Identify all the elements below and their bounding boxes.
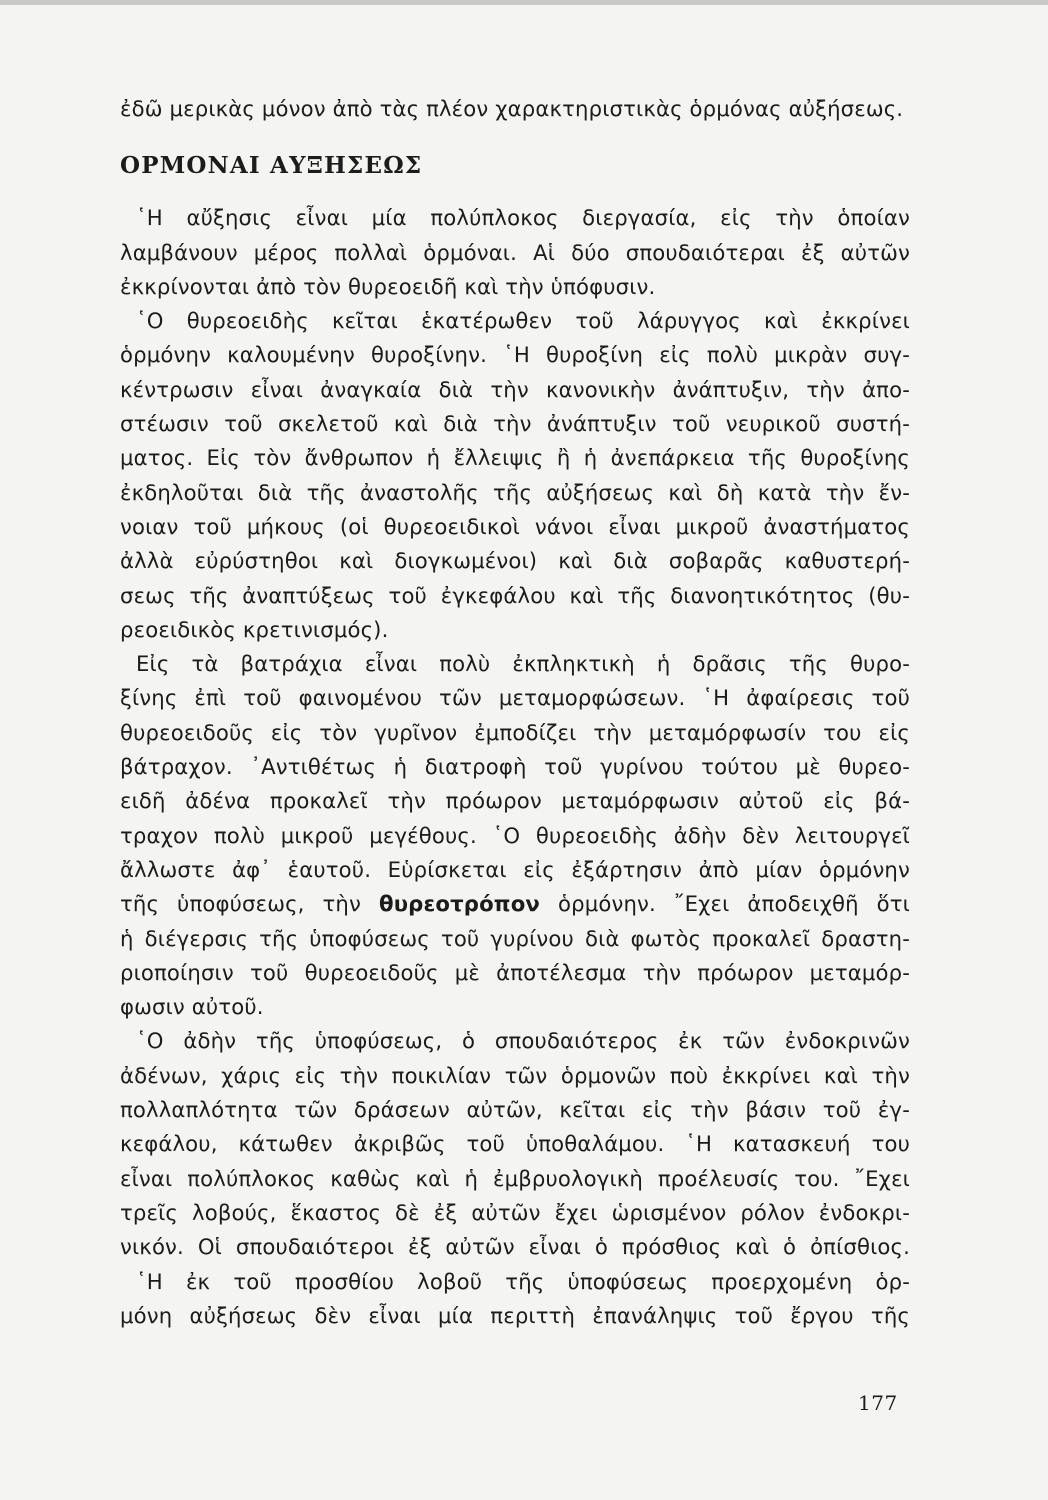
text-line: ἐκδηλοῦται διὰ τῆς ἀναστολῆς τῆς αὐξήσεως καὶ δὴ κατὰ τὴν ἔν- (120, 479, 910, 505)
text-line: σεως τῆς ἀναπτύξεως τοῦ ἐγκεφάλου καὶ τῆς διανοητικότητος (θυ- (120, 582, 910, 608)
page-body (120, 92, 910, 1333)
text-line: Εἰς τὰ βατράχια εἶναι πολὺ ἐκπληκτικὴ ἡ δρᾶσις τῆς θυρο- (136, 651, 910, 677)
text-line: νικόν. Οἱ σπουδαιότεροι ἐξ αὐτῶν εἶναι ὁ πρόσθιος καὶ ὁ ὀπίσθιος. (120, 1234, 910, 1260)
text-line: ματος. Εἰς τὸν ἄνθρωπον ἡ ἔλλειψις ἢ ἡ ἀνεπάρκεια τῆς θυροξίνης (120, 445, 910, 471)
text-line: ἐκκρίνονται ἀπὸ τὸν θυρεοειδῆ καὶ τὴν ὑπόφυσιν. (120, 273, 656, 299)
text-fragment: τῆς ὑποφύσεως, τὴν (120, 891, 361, 917)
text-line: τραχον πολὺ μικροῦ μεγέθους. ῾Ο θυρεοειδὴς ἀδὴν δὲν λειτουργεῖ (120, 822, 910, 848)
bold-term: θυρεοτρόπον (378, 891, 541, 917)
text-line: ῾Η αὔξησις εἶναι μία πολύπλοκος διεργασία, εἰς τὴν ὁποίαν (136, 205, 910, 231)
text-line: ῾Ο ἀδὴν τῆς ὑποφύσεως, ὁ σπουδαιότερος ἐκ τῶν ἐνδοκρινῶν (136, 1028, 910, 1054)
text-line: πολλαπλότητα τῶν δράσεων αὐτῶν, κεῖται εἰς τὴν βάσιν τοῦ ἐγ- (120, 1097, 910, 1123)
text-line: ρεοειδικὸς κρετινισμός). (120, 616, 389, 642)
text-line: ἀλλὰ εὐρύστηθοι καὶ διογκωμένοι) καὶ διὰ σοβαρᾶς καθυστερή- (120, 548, 910, 574)
page-top-edge (0, 0, 1048, 5)
text-line: βάτραχον. ᾿Αντιθέτως ἡ διατροφὴ τοῦ γυρίνου τούτου μὲ θυρεο- (120, 754, 910, 780)
text-line: λαμβάνουν μέρος πολλαὶ ὁρμόναι. Αἱ δύο σπουδαιότεραι ἐξ αὐτῶν (120, 239, 910, 265)
text-line: ἀδένων, χάρις εἰς τὴν ποικιλίαν τῶν ὁρμονῶν ποὺ ἐκκρίνει καὶ τὴν (120, 1062, 910, 1088)
text-line: εἶναι πολύπλοκος καθὼς καὶ ἡ ἐμβρυολογικὴ προέλευσίς του. ῎Εχει (120, 1165, 910, 1191)
text-line: νοιαν τοῦ μήκους (οἱ θυρεοειδικοὶ νάνοι εἶναι μικροῦ ἀναστήματος (120, 513, 910, 539)
text-line: ριοποίησιν τοῦ θυρεοειδοῦς μὲ ἀποτέλεσμα τὴν πρόωρον μεταμόρ- (120, 959, 910, 985)
text-line: μόνη αὐξήσεως δὲν εἶναι μία περιττὴ ἐπανάληψις τοῦ ἔργου τῆς (120, 1302, 910, 1328)
section-heading: ΟΡΜΟΝΑΙ ΑΥΞΗΣΕΩΣ (120, 152, 423, 180)
text-line: κέντρωσιν εἶναι ἀναγκαία διὰ τὴν κανονικὴν ἀνάπτυξιν, τὴν ἀπο- (120, 376, 910, 402)
text-line: ῾Ο θυρεοειδὴς κεῖται ἑκατέρωθεν τοῦ λάρυγγος καὶ ἐκκρίνει (136, 308, 910, 334)
page-number: 177 (858, 1391, 898, 1415)
text-line: ῾Η ἐκ τοῦ προσθίου λοβοῦ τῆς ὑποφύσεως προερχομένη ὁρ- (136, 1268, 910, 1294)
text-line: τρεῖς λοβούς, ἕκαστος δὲ ἐξ αὐτῶν ἔχει ὡρισμένον ρόλον ἐνδοκρι- (120, 1199, 910, 1225)
text-line: κεφάλου, κάτωθεν ἀκριβῶς τοῦ ὑποθαλάμου. ῾Η κατασκευή του (120, 1131, 910, 1157)
text-line: ἐδῶ μερικὰς μόνον ἀπὸ τὰς πλέον χαρακτηριστικὰς ὁρμόνας αὐξήσεως. (120, 96, 904, 121)
text-line: θυρεοειδοῦς εἰς τὸν γυρῖνον ἐμποδίζει τὴν μεταμόρφωσίν του εἰς (120, 719, 910, 745)
text-line: στέωσιν τοῦ σκελετοῦ καὶ διὰ τὴν ἀνάπτυξιν τοῦ νευρικοῦ συστή- (120, 411, 910, 437)
text-line: ὁρμόνην καλουμένην θυροξίνην. ῾Η θυροξίνη εἰς πολὺ μικρὰν συγ- (120, 342, 910, 368)
text-line: ξίνης ἐπὶ τοῦ φαινομένου τῶν μεταμορφώσεων. ῾Η ἀφαίρεσις τοῦ (120, 685, 910, 711)
text-line: ἄλλωστε ἀφ᾿ ἑαυτοῦ. Εὑρίσκεται εἰς ἐξάρτησιν ἀπὸ μίαν ὁρμόνην (120, 856, 910, 882)
text-line: ἡ διέγερσις τῆς ὑποφύσεως τοῦ γυρίνου διὰ φωτὸς προκαλεῖ δραστη- (120, 925, 910, 951)
text-line: φωσιν αὐτοῦ. (120, 994, 264, 1020)
text-line (120, 887, 910, 921)
text-fragment: ὁρμόνην. ῎Εχει ἀποδειχθῆ ὅτι (558, 891, 910, 917)
text-line: ειδῆ ἀδένα προκαλεῖ τὴν πρόωρον μεταμόρφωσιν αὐτοῦ εἰς βά- (120, 788, 910, 814)
